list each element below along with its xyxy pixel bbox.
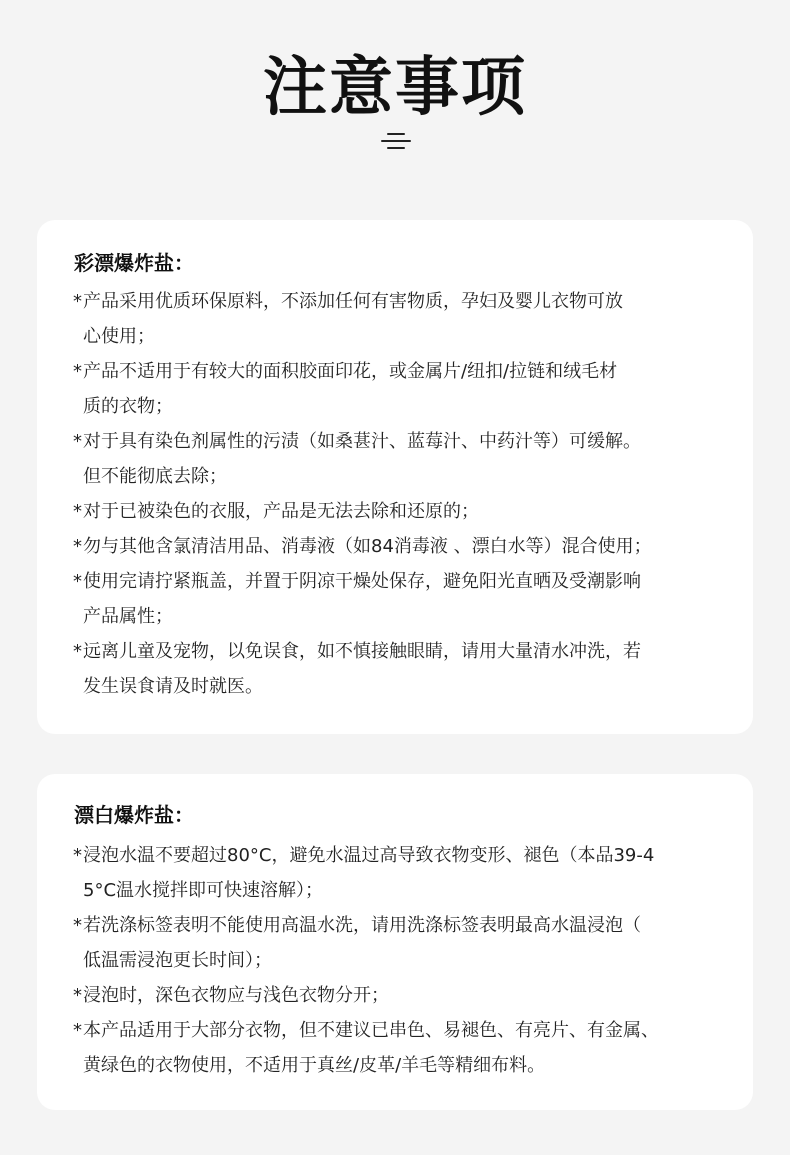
notice-item-text: 产品采用优质环保原料，不添加任何有害物质，孕妇及婴儿衣物可放 bbox=[83, 291, 623, 312]
notice-item-text: 产品属性； bbox=[83, 606, 173, 627]
notice-item-text: 质的衣物； bbox=[83, 396, 173, 417]
notice-item-text: 低温需浸泡更长时间）； bbox=[83, 950, 272, 971]
title-divider-icon bbox=[381, 130, 411, 150]
notice-item-text: 5°C温水搅拌即可快速溶解）； bbox=[83, 880, 324, 901]
notice-item-text: 对于具有染色剂属性的污渍（如桑葚汁、蓝莓汁、中药汁等）可缓解。 bbox=[83, 431, 641, 452]
notice-item-text: 远离儿童及宠物，以免误食，如不慎接触眼睛，请用大量清水冲洗，若 bbox=[83, 641, 641, 662]
bullet-mark: * bbox=[73, 431, 82, 452]
bullet-mark: * bbox=[73, 571, 82, 592]
notice-item-text: 黄绿色的衣物使用，不适用于真丝/皮革/羊毛等精细布料。 bbox=[83, 1055, 546, 1076]
bullet-mark: * bbox=[73, 845, 82, 866]
notice-card-white-bleach bbox=[37, 774, 753, 1110]
notice-item-text: 但不能彻底去除； bbox=[83, 466, 227, 487]
notice-item-text: 发生误食请及时就医。 bbox=[83, 676, 263, 697]
bullet-mark: * bbox=[73, 985, 82, 1006]
bullet-mark: * bbox=[73, 915, 82, 936]
notice-item-text: 对于已被染色的衣服，产品是无法去除和还原的； bbox=[83, 501, 479, 522]
bullet-mark: * bbox=[73, 1020, 82, 1041]
notice-item bbox=[73, 494, 733, 529]
notice-item bbox=[73, 424, 733, 494]
notice-item bbox=[73, 634, 733, 704]
bullet-mark: * bbox=[73, 641, 82, 662]
notice-item-text: 心使用； bbox=[83, 326, 155, 347]
notice-item bbox=[73, 978, 733, 1013]
page-title: 注意事项 bbox=[263, 51, 527, 125]
notice-list bbox=[73, 838, 733, 1083]
notice-item-text: 浸泡水温不要超过80°C，避免水温过高导致衣物变形、褪色（本品39-4 bbox=[83, 845, 655, 866]
notice-card-color-bleach bbox=[37, 220, 753, 734]
notice-item bbox=[73, 1013, 733, 1083]
notice-item bbox=[73, 908, 733, 978]
notice-item bbox=[73, 529, 733, 564]
notice-list bbox=[73, 284, 733, 704]
bullet-mark: * bbox=[73, 291, 82, 312]
section-heading: 漂白爆炸盐： bbox=[74, 803, 194, 827]
bullet-mark: * bbox=[73, 361, 82, 382]
notice-item bbox=[73, 838, 733, 908]
notice-item-text: 若洗涤标签表明不能使用高温水洗，请用洗涤标签表明最高水温浸泡（ bbox=[83, 915, 641, 936]
notice-item-text: 浸泡时，深色衣物应与浅色衣物分开； bbox=[83, 985, 389, 1006]
notice-item-text: 产品不适用于有较大的面积胶面印花，或金属片/纽扣/拉链和绒毛材 bbox=[83, 361, 618, 382]
bullet-mark: * bbox=[73, 501, 82, 522]
notice-item bbox=[73, 354, 733, 424]
notice-item-text: 勿与其他含氯清洁用品、消毒液（如84消毒液 、漂白水等）混合使用； bbox=[83, 536, 652, 557]
notice-item bbox=[73, 284, 733, 354]
notice-item-text: 本产品适用于大部分衣物，但不建议已串色、易褪色、有亮片、有金属、 bbox=[83, 1020, 659, 1041]
notice-item bbox=[73, 564, 733, 634]
bullet-mark: * bbox=[73, 536, 82, 557]
notice-item-text: 使用完请拧紧瓶盖，并置于阴凉干燥处保存，避免阳光直晒及受潮影响 bbox=[83, 571, 641, 592]
section-heading: 彩漂爆炸盐： bbox=[74, 251, 194, 275]
